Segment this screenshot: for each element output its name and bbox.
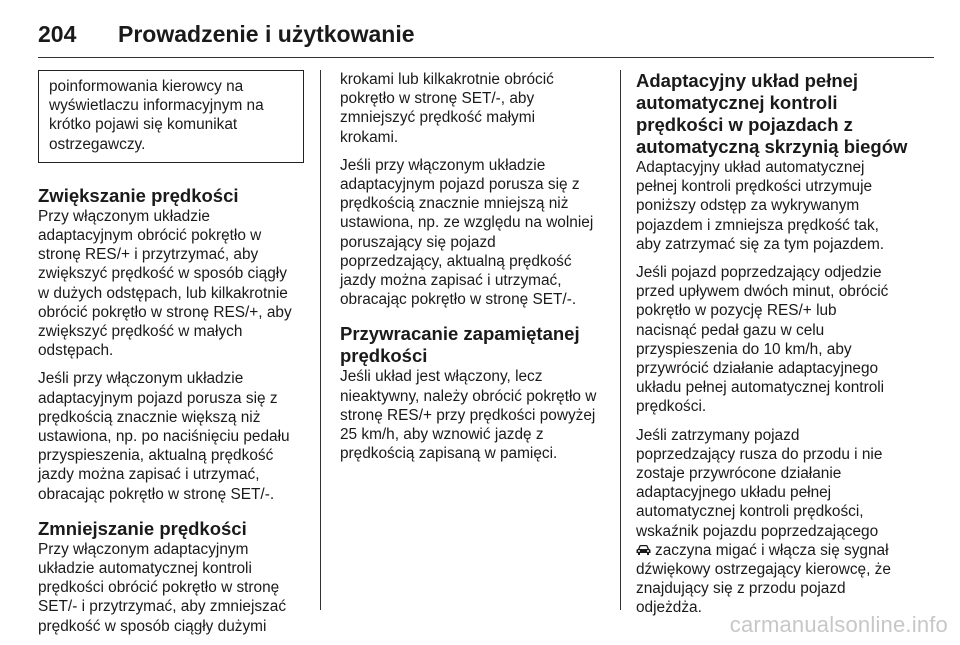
paragraph: Jeśli układ jest włączony, lecz nieaktywny, należy obrócić pokrętło w stronę RES/+ przy prędkości powyżej 25 km/h, aby wznowić jazdę z prędkością zapisaną w pamięci.	[340, 368, 597, 463]
paragraph-text: zaczyna migać i włącza się sygnał dźwiękowy ostrzegający kierowcę, że znajdujący się z przodu pojazd odjeżdża.	[636, 541, 891, 617]
paragraph: Jeśli zatrzymany pojazd poprzedzający rusza do przodu i nie zostaje przywrócone działanie adaptacyjnego układu pełnej automatycznej kontroli prędkości, wskaźnik pojazdu poprzedzającego	[636, 426, 883, 540]
heading-full-auto-cruise: Adaptacyjny układ pełnej automatycznej kontroli prędkości w pojazdach z automatyczną skrzynią biegów	[636, 70, 908, 157]
vehicle-ahead-icon	[636, 542, 651, 554]
column-3	[636, 70, 908, 627]
paragraph: krokami lub kilkakrotnie obrócić pokrętło w stronę SET/-, aby zmniejszyć prędkość małymi krokami.	[340, 71, 554, 146]
paragraph: Jeśli przy włączonym układzie adaptacyjnym pojazd porusza się z prędkością znacznie większą niż ustawiona, np. po naciśnięciu pedału przyspieszenia, aktualną prędkość jazdy można zapisać i utrzymać, obracając pokrętło w stronę SET/-.	[38, 370, 290, 503]
watermark: carmanualsonline.info	[729, 612, 948, 637]
paragraph: Przy włączonym układzie adaptacyjnym obrócić pokrętło w stronę RES/+ i przytrzymać, aby zwiększyć prędkość w sposób ciągły w dużych odstępach, lub kilkakrotnie obrócić pokrętło w stronę RES/+, aby zwiększyć prędkość w małych odstępach.	[38, 207, 292, 360]
heading-resume-speed: Przywracanie zapamiętanej prędkości	[340, 323, 580, 367]
column-divider-2	[620, 70, 621, 610]
paragraph: Przy włączonym adaptacyjnym układzie automatycznej kontroli prędkości obrócić pokrętło w stronę SET/- i przytrzymać, aby zmniejszać prędkość w sposób ciągły dużymi	[38, 540, 287, 635]
column-1	[38, 70, 304, 645]
paragraph: Jeśli pojazd poprzedzający odjedzie przed upływem dwóch minut, obrócić pokrętło w pozycję RES/+ lub nacisnąć pedał gazu w celu przyspieszenia do 10 km/h, aby przywrócić działanie adaptacyjnego układu pełnej automatycznej kontroli prędkości.	[636, 264, 889, 416]
page-header	[38, 14, 415, 54]
page-number: 204	[38, 20, 77, 47]
heading-increase-speed: Zwiększanie prędkości	[38, 184, 239, 206]
warning-note-box	[38, 70, 304, 163]
column-2	[340, 70, 606, 472]
warning-note-text: poinformowania kierowcy na wyświetlaczu informacyjnym na krótko pojawi się komunikat ostrzegawczy.	[49, 78, 264, 153]
running-title: Prowadzenie i użytkowanie	[118, 20, 415, 47]
column-divider-1	[320, 70, 321, 610]
paragraph: Adaptacyjny układ automatycznej pełnej kontroli prędkości utrzymuje poniższy odstęp za wykrywanym pojazdem i zmniejsza prędkość tak, aby zatrzymać się za tym pojazdem.	[636, 159, 885, 253]
paragraph-with-icon	[636, 541, 908, 618]
heading-decrease-speed: Zmniejszanie prędkości	[38, 517, 247, 539]
paragraph: Jeśli przy włączonym układzie adaptacyjnym pojazd porusza się z prędkością znacznie mniejszą niż ustawiona, np. ze względu na wolniej poruszający się pojazd poprzedzający, aktualną prędkość jazdy można zapisać i utrzymać, obracając pokrętło w stronę SET/-.	[340, 156, 594, 309]
header-rule	[38, 57, 934, 58]
